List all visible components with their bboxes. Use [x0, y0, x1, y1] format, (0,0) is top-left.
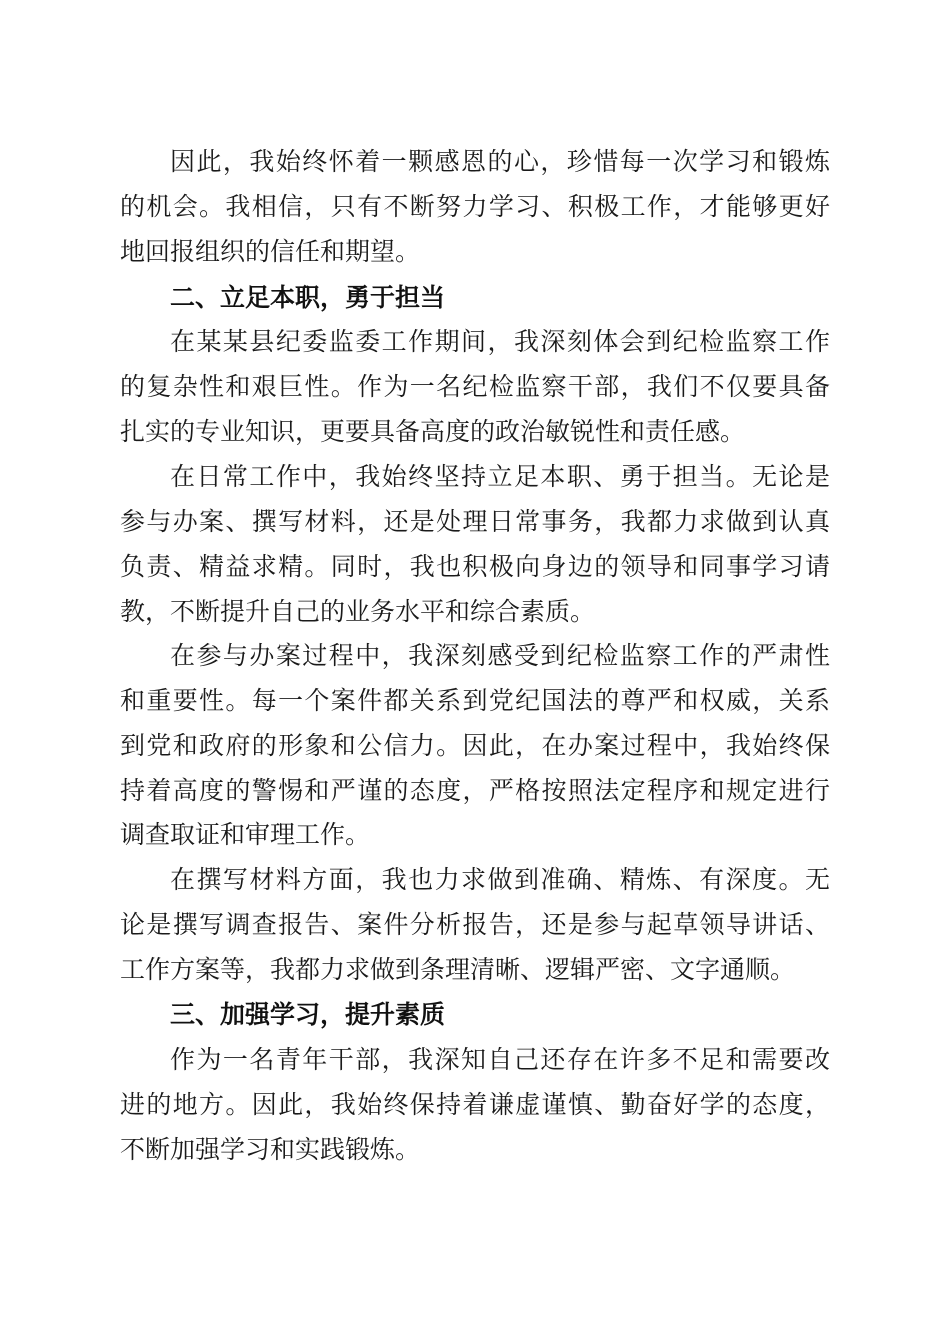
paragraph-4-line-2: 和重要性。每一个案件都关系到党纪国法的尊严和权威，关系: [120, 686, 830, 715]
paragraph-2-line-2: 的复杂性和艰巨性。作为一名纪检监察干部，我们不仅要具备: [120, 372, 830, 401]
paragraph-6-line-3: 不断加强学习和实践锻炼。: [120, 1135, 421, 1164]
section-heading-3: 三、加强学习，提升素质: [170, 1000, 446, 1029]
paragraph-5-line-1: 在撰写材料方面，我也力求做到准确、精炼、有深度。无: [170, 865, 830, 894]
paragraph-1-line-3: 地回报组织的信任和期望。: [120, 237, 421, 266]
section-heading-2: 二、立足本职，勇于担当: [170, 283, 446, 312]
paragraph-4-line-4: 持着高度的警惕和严谨的态度，严格按照法定程序和规定进行: [120, 776, 830, 805]
paragraph-3-line-1: 在日常工作中，我始终坚持立足本职、勇于担当。无论是: [170, 462, 830, 491]
paragraph-3-line-4: 教，不断提升自己的业务水平和综合素质。: [120, 597, 596, 626]
paragraph-1-line-1: 因此，我始终怀着一颗感恩的心，珍惜每一次学习和锻炼: [170, 147, 830, 176]
paragraph-2-line-1: 在某某县纪委监委工作期间，我深刻体会到纪检监察工作: [170, 327, 830, 356]
paragraph-4-line-1: 在参与办案过程中，我深刻感受到纪检监察工作的严肃性: [170, 641, 830, 670]
paragraph-4-line-3: 到党和政府的形象和公信力。因此，在办案过程中，我始终保: [120, 731, 830, 760]
paragraph-2-line-3: 扎实的专业知识，更要具备高度的政治敏锐性和责任感。: [120, 417, 746, 446]
paragraph-5-line-2: 论是撰写调查报告、案件分析报告，还是参与起草领导讲话、: [120, 910, 830, 939]
paragraph-3-line-3: 负责、精益求精。同时，我也积极向身边的领导和同事学习请: [120, 552, 830, 581]
paragraph-6-line-1: 作为一名青年干部，我深知自己还存在许多不足和需要改: [170, 1045, 830, 1074]
paragraph-5-line-3: 工作方案等，我都力求做到条理清晰、逻辑严密、文字通顺。: [120, 955, 796, 984]
paragraph-4-line-5: 调查取证和审理工作。: [120, 820, 371, 849]
paragraph-6-line-2: 进的地方。因此，我始终保持着谦虚谨慎、勤奋好学的态度，: [120, 1090, 830, 1119]
paragraph-1-line-2: 的机会。我相信，只有不断努力学习、积极工作，才能够更好: [120, 192, 830, 221]
paragraph-3-line-2: 参与办案、撰写材料，还是处理日常事务，我都力求做到认真: [120, 507, 830, 536]
